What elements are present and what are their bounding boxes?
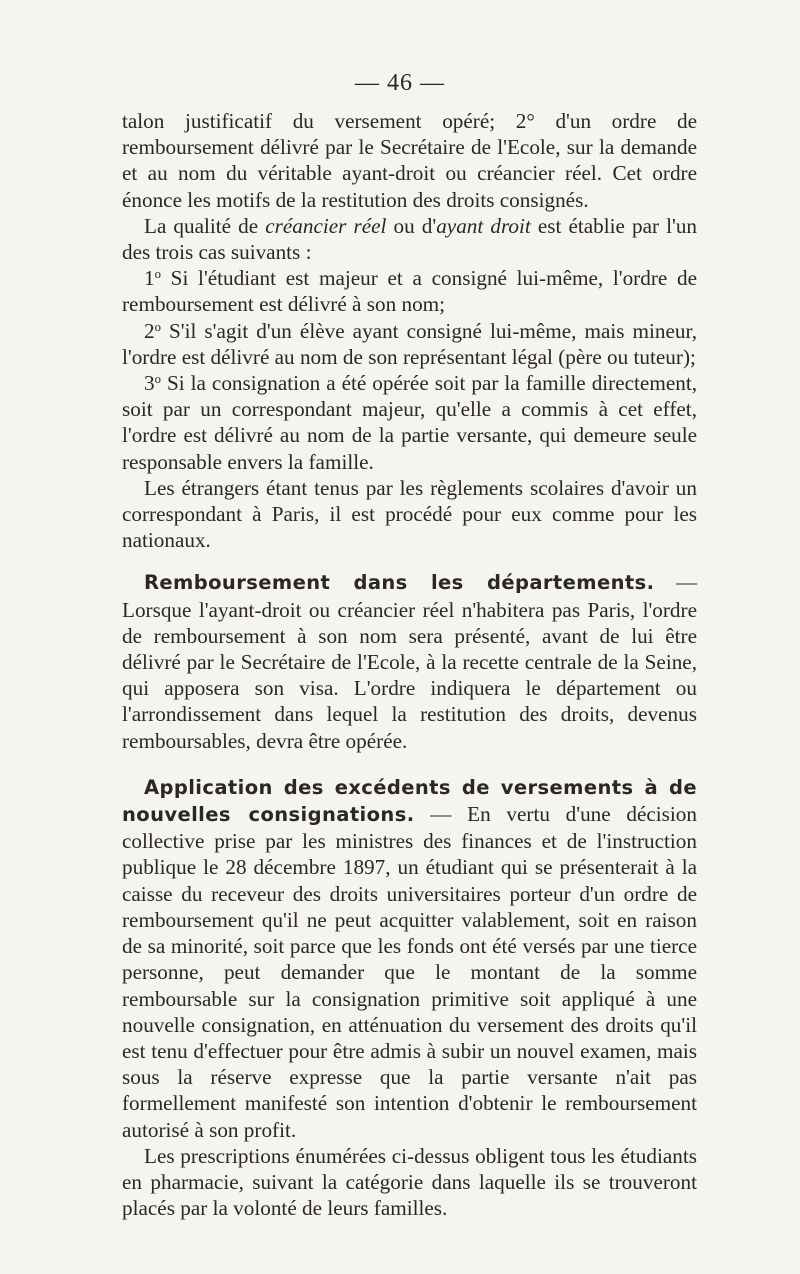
- page-number: — 46 —: [355, 70, 445, 96]
- paragraph-text-part: La qualité de: [144, 213, 259, 238]
- paragraph-restitution-order: [122, 108, 697, 213]
- case-item-1: [122, 265, 697, 317]
- degree-mark: o: [154, 372, 161, 387]
- case-text: Si l'étudiant est majeur et a consigné lui-même, l'ordre de remboursement est délivré à son nom;: [122, 266, 697, 317]
- page-body: [122, 108, 697, 1221]
- case-number: 3: [144, 371, 155, 396]
- degree-mark: o: [154, 319, 161, 334]
- paragraph-text-part: ou d': [393, 213, 437, 238]
- case-number: 1: [144, 266, 155, 291]
- case-text: S'il s'agit d'un élève ayant consigné lui-même, mais mineur, l'ordre est délivré au nom de son représentant légal (père ou tuteur);: [122, 318, 697, 369]
- section-remboursement-departements: [122, 569, 697, 753]
- section-text: — Lorsque l'ayant-droit ou créancier réel n'habitera pas Paris, l'ordre de remboursement à son nom sera présenté, avant de lui être délivré par le Secrétaire de l'Ecole, à la recette centrale de la Seine, qui apposera son visa. L'ordre indiquera le département ou l'arrondissement dans lequel la restitution des droits, devenus remboursables, devra être opérée.: [122, 570, 697, 753]
- degree-mark: o: [154, 267, 161, 282]
- paragraph-text-part: est établie par l'un des trois cas suivants :: [122, 213, 698, 265]
- section-application-excedents: [122, 774, 697, 1143]
- section-heading: Application des excédents de versements à de nouvelles consignations.: [122, 775, 697, 827]
- paragraph-text: Les étrangers étant tenus par les règlements scolaires d'avoir un correspondant à Paris, il est procédé pour eux comme pour les nationaux.: [122, 475, 697, 553]
- section-heading: Remboursement dans les départements.: [144, 571, 655, 595]
- paragraph-foreigners: [122, 475, 697, 554]
- case-number: 2: [144, 318, 155, 343]
- paragraph-text: talon justificatif du versement opéré; 2° d'un ordre de remboursement délivré par le Secrétaire de l'Ecole, sur la demande et au nom du véritable ayant-droit ou créancier réel. Cet ordre énonce les motifs de la restitution des droits consignés.: [122, 109, 697, 212]
- case-item-2: [122, 318, 697, 370]
- section-text: — En vertu d'une décision collective prise par les ministres des finances et de l'instruction publique le 28 décembre 1897, un étudiant qui se présenterait à la caisse du receveur des droits universitaires porteur d'un ordre de remboursement qu'il ne peut acquitter valablement, soit en raison de sa minorité, soit parce que les fonds ont été versés par une tierce personne, peut demander que le montant de la somme remboursable sur la consignation primitive soit appliqué à une nouvelle consignation, en atténuation du versement des droits qu'il est tenu d'effectuer pour être admis à subir un nouvel examen, mais sous la réserve expresse que la partie versante n'ait pas formellement manifesté son intention d'obtenir le remboursement autorisé à son profit.: [122, 802, 697, 1142]
- case-text: Si la consignation a été opérée soit par la famille directement, soit par un correspondant majeur, qu'elle a commis à cet effet, l'ordre est délivré au nom de la partie versante, qui demeure seule responsable envers la famille.: [122, 371, 697, 474]
- italic-term-ayant-droit: ayant droit: [436, 213, 531, 238]
- paragraph-text: Les prescriptions énumérées ci-dessus obligent tous les étudiants en pharmacie, suivant la catégorie dans laquelle ils se trouveront placés par la volonté de leurs familles.: [122, 1143, 697, 1221]
- italic-term-creancier-reel: créancier réel: [265, 213, 387, 238]
- paragraph-creditor-quality: [122, 213, 697, 265]
- case-item-3: [122, 370, 697, 475]
- paragraph-prescriptions: [122, 1143, 697, 1222]
